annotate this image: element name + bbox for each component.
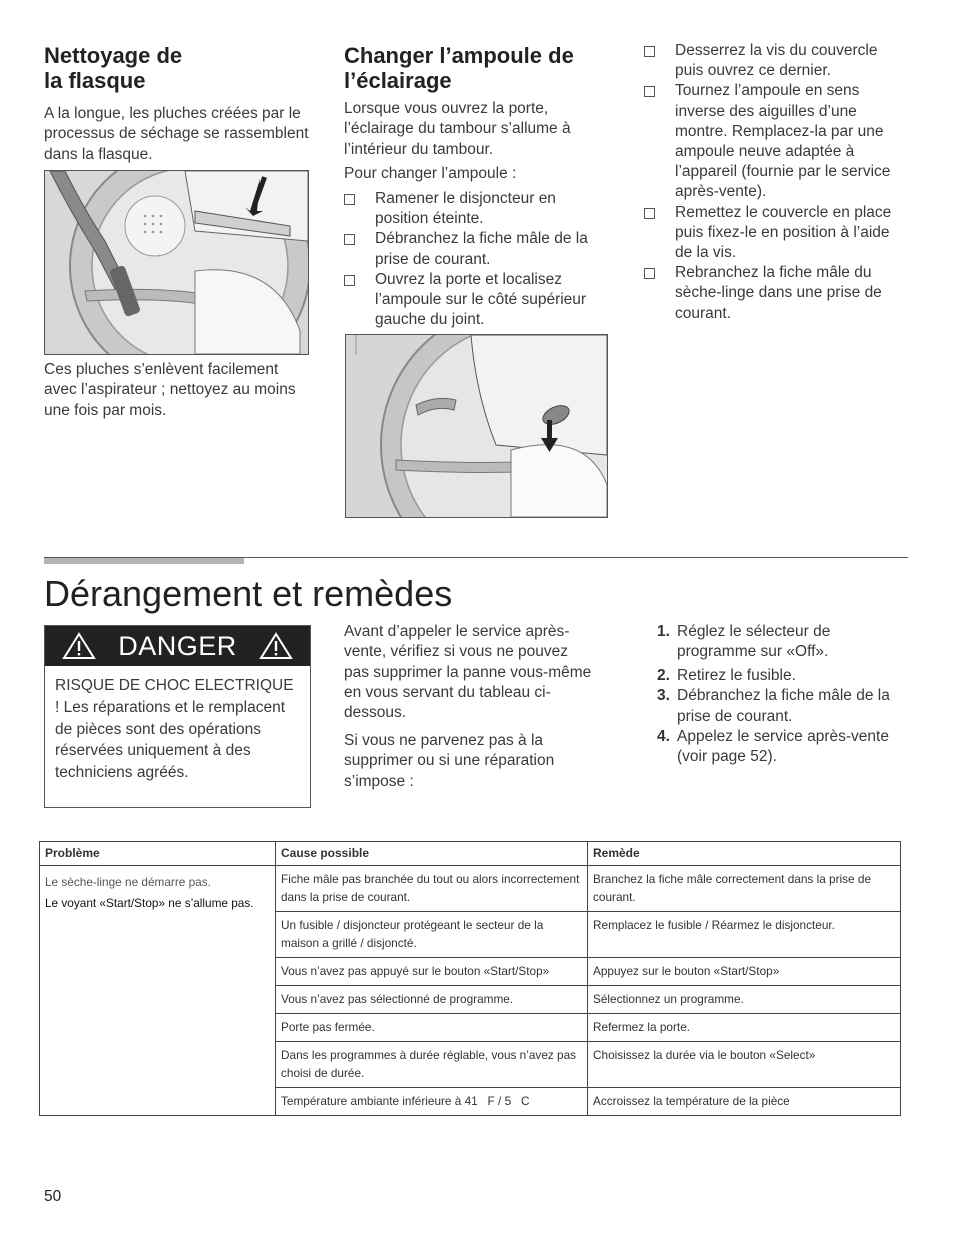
troubleshooting-table xyxy=(39,841,901,1116)
bulb-change-intro: Lorsque vous ouvrez la porte, l’éclairage du tambour s’allume à l’intérieur du tambour. xyxy=(344,100,571,158)
cause-cell: Température ambiante inférieure à 41 F / 5 C xyxy=(276,1088,588,1116)
lint-filter-illustration xyxy=(44,170,309,355)
column-header-cause: Cause possible xyxy=(276,842,588,866)
problem-text: Le sèche-linge ne démarre pas. xyxy=(45,875,211,889)
advice-paragraph-2: Si vous ne parvenez pas à la supprimer ou si une réparation s’impose : xyxy=(344,732,555,790)
lint-filter-intro: A la longue, les pluches créées par le processus de séchage se rassemblent dans la flasque. xyxy=(44,105,309,163)
danger-header xyxy=(45,626,310,666)
bulb-change-steps-list xyxy=(344,189,606,330)
list-item: 3. Débranchez la fiche mâle de la prise de courant. xyxy=(657,687,890,725)
column-header-problem: Problème xyxy=(40,842,276,866)
list-item: Tournez l’ampoule en sens inverse des aiguilles d’une montre. Remplacez-la par une ampoule neuve adaptée à l’appareil (fournie par le service après-vente). xyxy=(644,81,909,202)
danger-text: RISQUE DE CHOC ELECTRIQUE ! Les réparations et le remplacent de pièces sont des opérations réservées uniquement à des techniciens agréés. xyxy=(55,677,294,782)
danger-label: DANGER xyxy=(118,630,237,661)
bulb-change-steps-intro: Pour changer l’ampoule : xyxy=(344,165,517,182)
repair-steps-list xyxy=(657,622,909,768)
page-number: 50 xyxy=(44,1188,62,1205)
list-item: Rebranchez la fiche mâle du sèche-linge dans une prise de courant. xyxy=(644,263,909,324)
problem-indicator-text: Le voyant «Start/Stop» ne s’allume pas. xyxy=(45,895,254,910)
remedy-cell: Sélectionnez un programme. xyxy=(588,986,901,1014)
list-item: Ramener le disjoncteur en position éteinte. xyxy=(344,189,606,229)
section-divider xyxy=(44,557,908,558)
danger-warning-box xyxy=(44,625,311,808)
checkbox-bullet-icon xyxy=(644,208,655,219)
cause-cell: Un fusible / disjoncteur protégeant le secteur de la maison a grillé / disjoncté. xyxy=(276,912,588,958)
cause-cell: Dans les programmes à durée réglable, vous n’avez pas choisi de durée. xyxy=(276,1042,588,1088)
warning-triangle-icon xyxy=(259,632,293,660)
section-title: Dérangement et remèdes xyxy=(44,573,453,614)
remedy-cell: Accroissez la température de la pièce xyxy=(588,1088,901,1116)
advice-paragraph-1: Avant d’appeler le service après-vente, vérifiez si vous ne pouvez pas supprimer la panne vous-même en vous servant du tableau ci-dessous. xyxy=(344,623,592,722)
cause-cell: Fiche mâle pas branchée du tout ou alors incorrectement dans la prise de courant. xyxy=(276,866,588,912)
bulb-change-illustration xyxy=(345,334,608,518)
checkbox-bullet-icon xyxy=(344,234,355,245)
bulb-change-title: Changer l’ampoule de l’éclairage xyxy=(344,43,574,93)
list-item: 2. Retirez le fusible. xyxy=(657,667,796,685)
cause-cell: Porte pas fermée. xyxy=(276,1014,588,1042)
lint-filter-cleaning-note: Ces pluches s’enlèvent facilement avec l’aspirateur ; nettoyez au moins une fois par mois. xyxy=(44,361,296,419)
checkbox-bullet-icon xyxy=(644,86,655,97)
column-header-remedy: Remède xyxy=(588,842,901,866)
list-item: 1. Réglez le sélecteur de programme sur «Off». xyxy=(657,623,831,661)
list-item: Remettez le couvercle en place puis fixez-le en position à l’aide de la vis. xyxy=(644,203,909,264)
problem-cell xyxy=(40,866,276,1116)
list-item: Desserrez la vis du couvercle puis ouvrez ce dernier. xyxy=(644,41,909,81)
table-row xyxy=(40,866,901,912)
checkbox-bullet-icon xyxy=(644,46,655,57)
remedy-cell: Refermez la porte. xyxy=(588,1014,901,1042)
warning-triangle-icon xyxy=(62,632,96,660)
remedy-cell: Branchez la fiche mâle correctement dans la prise de courant. xyxy=(588,866,901,912)
list-item: Ouvrez la porte et localisez l’ampoule sur le côté supérieur gauche du joint. xyxy=(344,270,606,331)
lint-filter-title: Nettoyage de la flasque xyxy=(44,43,183,93)
cause-cell: Vous n’avez pas sélectionné de programme. xyxy=(276,986,588,1014)
bulb-change-steps-continued xyxy=(644,41,909,324)
remedy-cell: Remplacez le fusible / Réarmez le disjoncteur. xyxy=(588,912,901,958)
checkbox-bullet-icon xyxy=(344,275,355,286)
cause-cell: Vous n’avez pas appuyé sur le bouton «Start/Stop» xyxy=(276,958,588,986)
list-item: Débranchez la fiche mâle de la prise de courant. xyxy=(344,229,606,269)
remedy-cell: Appuyez sur le bouton «Start/Stop» xyxy=(588,958,901,986)
checkbox-bullet-icon xyxy=(344,194,355,205)
table-header-row xyxy=(40,842,901,866)
checkbox-bullet-icon xyxy=(644,268,655,279)
section-rule-accent xyxy=(44,558,244,564)
remedy-cell: Choisissez la durée via le bouton «Select» xyxy=(588,1042,901,1088)
list-item: 4. Appelez le service après-vente (voir page 52). xyxy=(657,727,889,766)
